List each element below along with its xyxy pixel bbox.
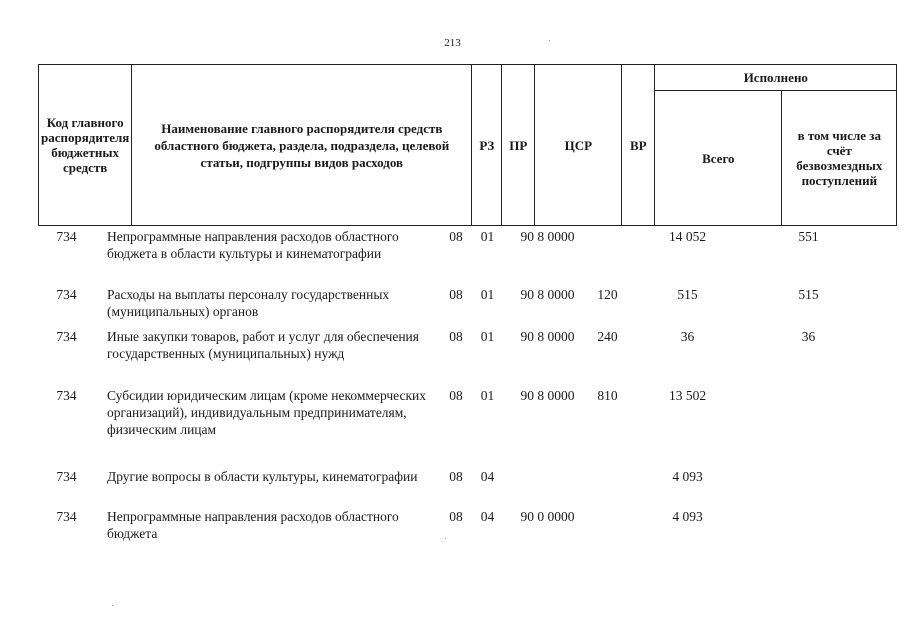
row-pr: 04 bbox=[480, 469, 495, 484]
row-free-receipts: 551 bbox=[798, 229, 819, 244]
row-total: 515 bbox=[677, 287, 698, 302]
row-rz: 08 bbox=[449, 287, 463, 302]
header-pr: ПР bbox=[502, 65, 535, 226]
row-free-receipts bbox=[751, 508, 866, 548]
row-name: Непрограммные направления расходов областного бюджета bbox=[107, 509, 399, 541]
row-total: 4 093 bbox=[672, 469, 703, 484]
row-pr: 01 bbox=[480, 329, 495, 344]
row-total: 36 bbox=[680, 329, 695, 344]
row-vr: 810 bbox=[597, 388, 618, 403]
table-body bbox=[38, 228, 866, 548]
table-row bbox=[38, 328, 866, 387]
row-code: 734 bbox=[56, 388, 77, 403]
row-csr: 90 8 0000 bbox=[520, 229, 575, 244]
row-pr: 01 bbox=[480, 229, 495, 244]
row-total: 4 093 bbox=[672, 509, 703, 524]
table-header bbox=[38, 64, 897, 226]
row-vr bbox=[591, 508, 624, 548]
row-total: 14 052 bbox=[668, 229, 707, 244]
header-rz: РЗ bbox=[472, 65, 502, 226]
header-free-receipts: в том числе за счёт безвозмездных поступлений bbox=[782, 91, 897, 226]
row-code: 734 bbox=[56, 509, 77, 524]
row-free-receipts: 36 bbox=[801, 329, 816, 344]
header-executed: Исполнено bbox=[655, 65, 897, 91]
row-free-receipts bbox=[751, 387, 866, 468]
row-pr: 01 bbox=[480, 287, 495, 302]
row-pr: 01 bbox=[480, 388, 495, 403]
header-code: Код главного распорядителя бюджетных средств bbox=[39, 65, 132, 226]
row-pr: 04 bbox=[480, 509, 495, 524]
scan-speck bbox=[445, 538, 446, 539]
header-total: Всего bbox=[655, 91, 782, 226]
row-name: Субсидии юридическим лицам (кроме некоммерческих организаций), индивидуальным предпринимателям, физическим лицам bbox=[107, 388, 427, 437]
row-free-receipts: 515 bbox=[798, 287, 819, 302]
scan-speck bbox=[112, 605, 113, 606]
table-row bbox=[38, 387, 866, 468]
table-row bbox=[38, 508, 866, 548]
row-rz: 08 bbox=[449, 388, 463, 403]
row-vr: 120 bbox=[597, 287, 618, 302]
row-vr: 240 bbox=[597, 329, 618, 344]
row-code: 734 bbox=[56, 229, 77, 244]
row-free-receipts bbox=[751, 468, 866, 508]
row-code: 734 bbox=[56, 469, 77, 484]
row-csr bbox=[504, 468, 591, 508]
row-rz: 08 bbox=[449, 509, 463, 524]
row-rz: 08 bbox=[449, 469, 463, 484]
row-vr bbox=[591, 468, 624, 508]
row-rz: 08 bbox=[449, 329, 463, 344]
row-vr bbox=[591, 228, 624, 286]
row-name: Другие вопросы в области культуры, кинематографии bbox=[107, 469, 418, 484]
row-total: 13 502 bbox=[668, 388, 707, 403]
header-name: Наименование главного распорядителя средств областного бюджета, раздела, подраздела, целевой статьи, подгруппы видов расходов bbox=[132, 65, 472, 226]
table-row bbox=[38, 286, 866, 328]
table-row bbox=[38, 228, 866, 286]
row-name: Иные закупки товаров, работ и услуг для обеспечения государственных (муниципальных) нужд bbox=[107, 329, 419, 361]
row-csr: 90 8 0000 bbox=[520, 287, 575, 302]
row-csr: 90 0 0000 bbox=[520, 509, 575, 524]
row-code: 734 bbox=[56, 287, 77, 302]
header-vr: ВР bbox=[622, 65, 655, 226]
scan-speck bbox=[549, 40, 550, 41]
row-code: 734 bbox=[56, 329, 77, 344]
header-csr: ЦСР bbox=[535, 65, 622, 226]
table-row bbox=[38, 468, 866, 508]
row-rz: 08 bbox=[449, 229, 463, 244]
row-csr: 90 8 0000 bbox=[520, 388, 575, 403]
page-number: 213 bbox=[444, 37, 461, 49]
row-csr: 90 8 0000 bbox=[520, 329, 575, 344]
row-name: Расходы на выплаты персоналу государственных (муниципальных) органов bbox=[107, 287, 390, 319]
row-name: Непрограммные направления расходов областного бюджета в области культуры и кинематографии bbox=[107, 229, 399, 261]
